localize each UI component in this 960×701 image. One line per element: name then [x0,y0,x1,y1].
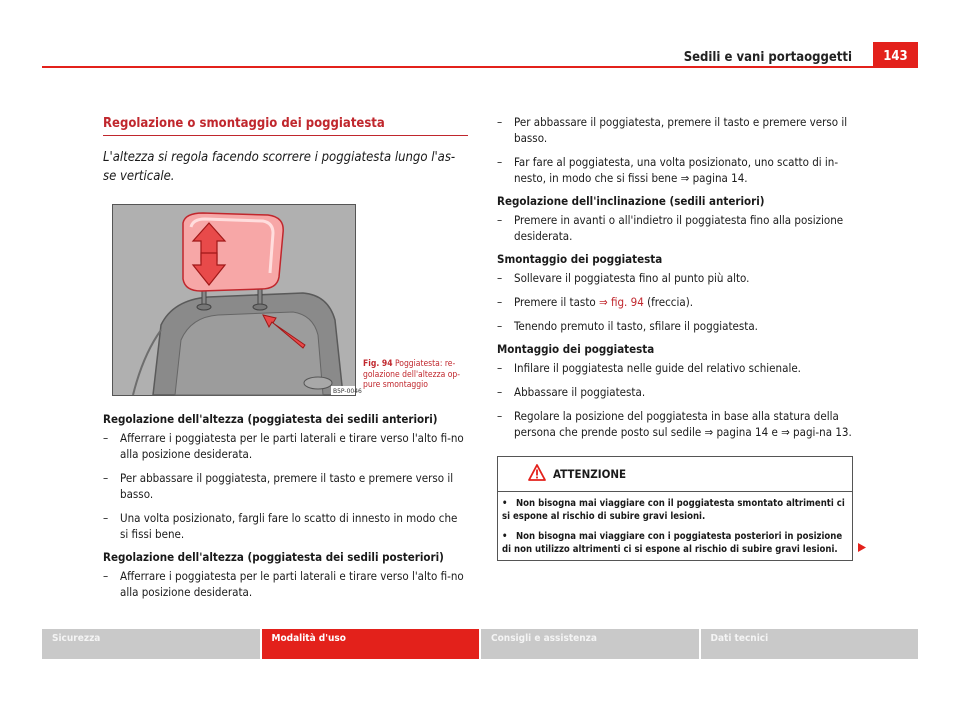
tab-sicurezza[interactable]: Sicurezza [42,629,260,659]
warning-box [497,456,853,561]
height-steps-continued [497,114,853,186]
section-title: Regolazione o smontaggio dei poggiatesta [103,116,468,136]
right-column [497,114,853,561]
list-item-text: Premere il tasto [514,295,599,309]
footer-nav [42,629,918,659]
figure-reference-link[interactable]: ⇒ fig. 94 [599,295,644,309]
inclination-steps [497,212,853,244]
bullet: • [502,498,508,509]
figure-caption-label: Fig. 94 [363,359,393,369]
list-item: – Premere in avanti o all'indietro il poggiatesta fino alla posizione desiderata. [497,212,853,244]
list-item: – Abbassare il poggiatesta. [497,384,853,400]
figure-94 [103,204,468,394]
warning-item [502,530,848,556]
front-height-steps [103,430,468,542]
warning-title: ATTENZIONE [553,467,627,481]
page-number: 143 [873,42,918,68]
subheading-rear-height: Regolazione dell'altezza (poggiatesta dei sedili posteriori) [103,550,444,564]
warning-item-text: Non bisogna mai viaggiare con i poggiatesta posteriori in posizione di non utilizzo altrimenti ci si espone al rischio di subire gravi lesioni. [502,531,843,555]
subheading-inclination: Regolazione dell'inclinazione (sedili anteriori) [497,194,765,208]
tab-modalita-duso[interactable]: Modalità d'uso [262,629,480,659]
left-column [103,114,468,608]
figure-caption-text: Poggiatesta: re-golazione dell'altezza op-pure smontaggio [363,359,461,390]
subheading-removal: Smontaggio dei poggiatesta [497,252,663,266]
bullet: • [502,531,508,542]
list-item: – Far fare al poggiatesta, una volta posizionato, uno scatto di in-nesto, in modo che si fissi bene ⇒ pagina 14. [497,154,853,186]
warning-triangle-icon [528,464,546,481]
rear-height-steps [103,568,468,600]
warning-item-text: Non bisogna mai viaggiare con il poggiatesta smontato altrimenti ci si espone al rischio di subire gravi lesioni. [502,498,845,522]
list-item: – Afferrare i poggiatesta per le parti laterali e tirare verso l'alto fi-no alla posizione desiderata. [103,430,468,462]
list-item: – Una volta posizionato, fargli fare lo scatto di innesto in modo che si fissi bene. [103,510,468,542]
header-rule [42,66,873,68]
headrest-drawing [113,205,362,395]
list-item: – Per abbassare il poggiatesta, premere il tasto e premere verso il basso. [103,470,468,502]
intro-text: L'altezza si regola facendo scorrere i poggiatesta lungo l'as-se verticale. [103,150,456,184]
warning-item [502,497,848,523]
continue-arrow-icon [858,543,866,552]
running-header-title: Sedili e vani portaoggetti [683,50,852,65]
list-item: – Infilare il poggiatesta nelle guide del relativo schienale. [497,360,853,376]
subheading-front-height: Regolazione dell'altezza (poggiatesta dei sedili anteriori) [103,412,438,426]
headrest-illustration [112,204,362,396]
tab-consigli-assistenza[interactable]: Consigli e assistenza [481,629,699,659]
warning-header [498,457,852,492]
list-item: – Regolare la posizione del poggiatesta in base alla statura della persona che prende posto sul sedile ⇒ pagina 14 e ⇒ pagi-na 13. [497,408,853,440]
list-item: – Per abbassare il poggiatesta, premere il tasto e premere verso il basso. [497,114,853,146]
removal-steps [497,270,853,334]
list-item: – Sollevare il poggiatesta fino al punto più alto. [497,270,853,286]
list-item-text: (freccia). [643,295,694,309]
list-item [497,294,853,310]
tab-dati-tecnici[interactable]: Dati tecnici [701,629,919,659]
subheading-mounting: Montaggio dei poggiatesta [497,342,655,356]
figure-caption [363,359,473,391]
warning-body [498,492,852,560]
mounting-steps [497,360,853,440]
list-item: – Afferrare i poggiatesta per le parti laterali e tirare verso l'alto fi-no alla posizione desiderata. [103,568,468,600]
list-item: – Tenendo premuto il tasto, sfilare il poggiatesta. [497,318,853,334]
figure-code: B5P-0046 [333,388,362,395]
